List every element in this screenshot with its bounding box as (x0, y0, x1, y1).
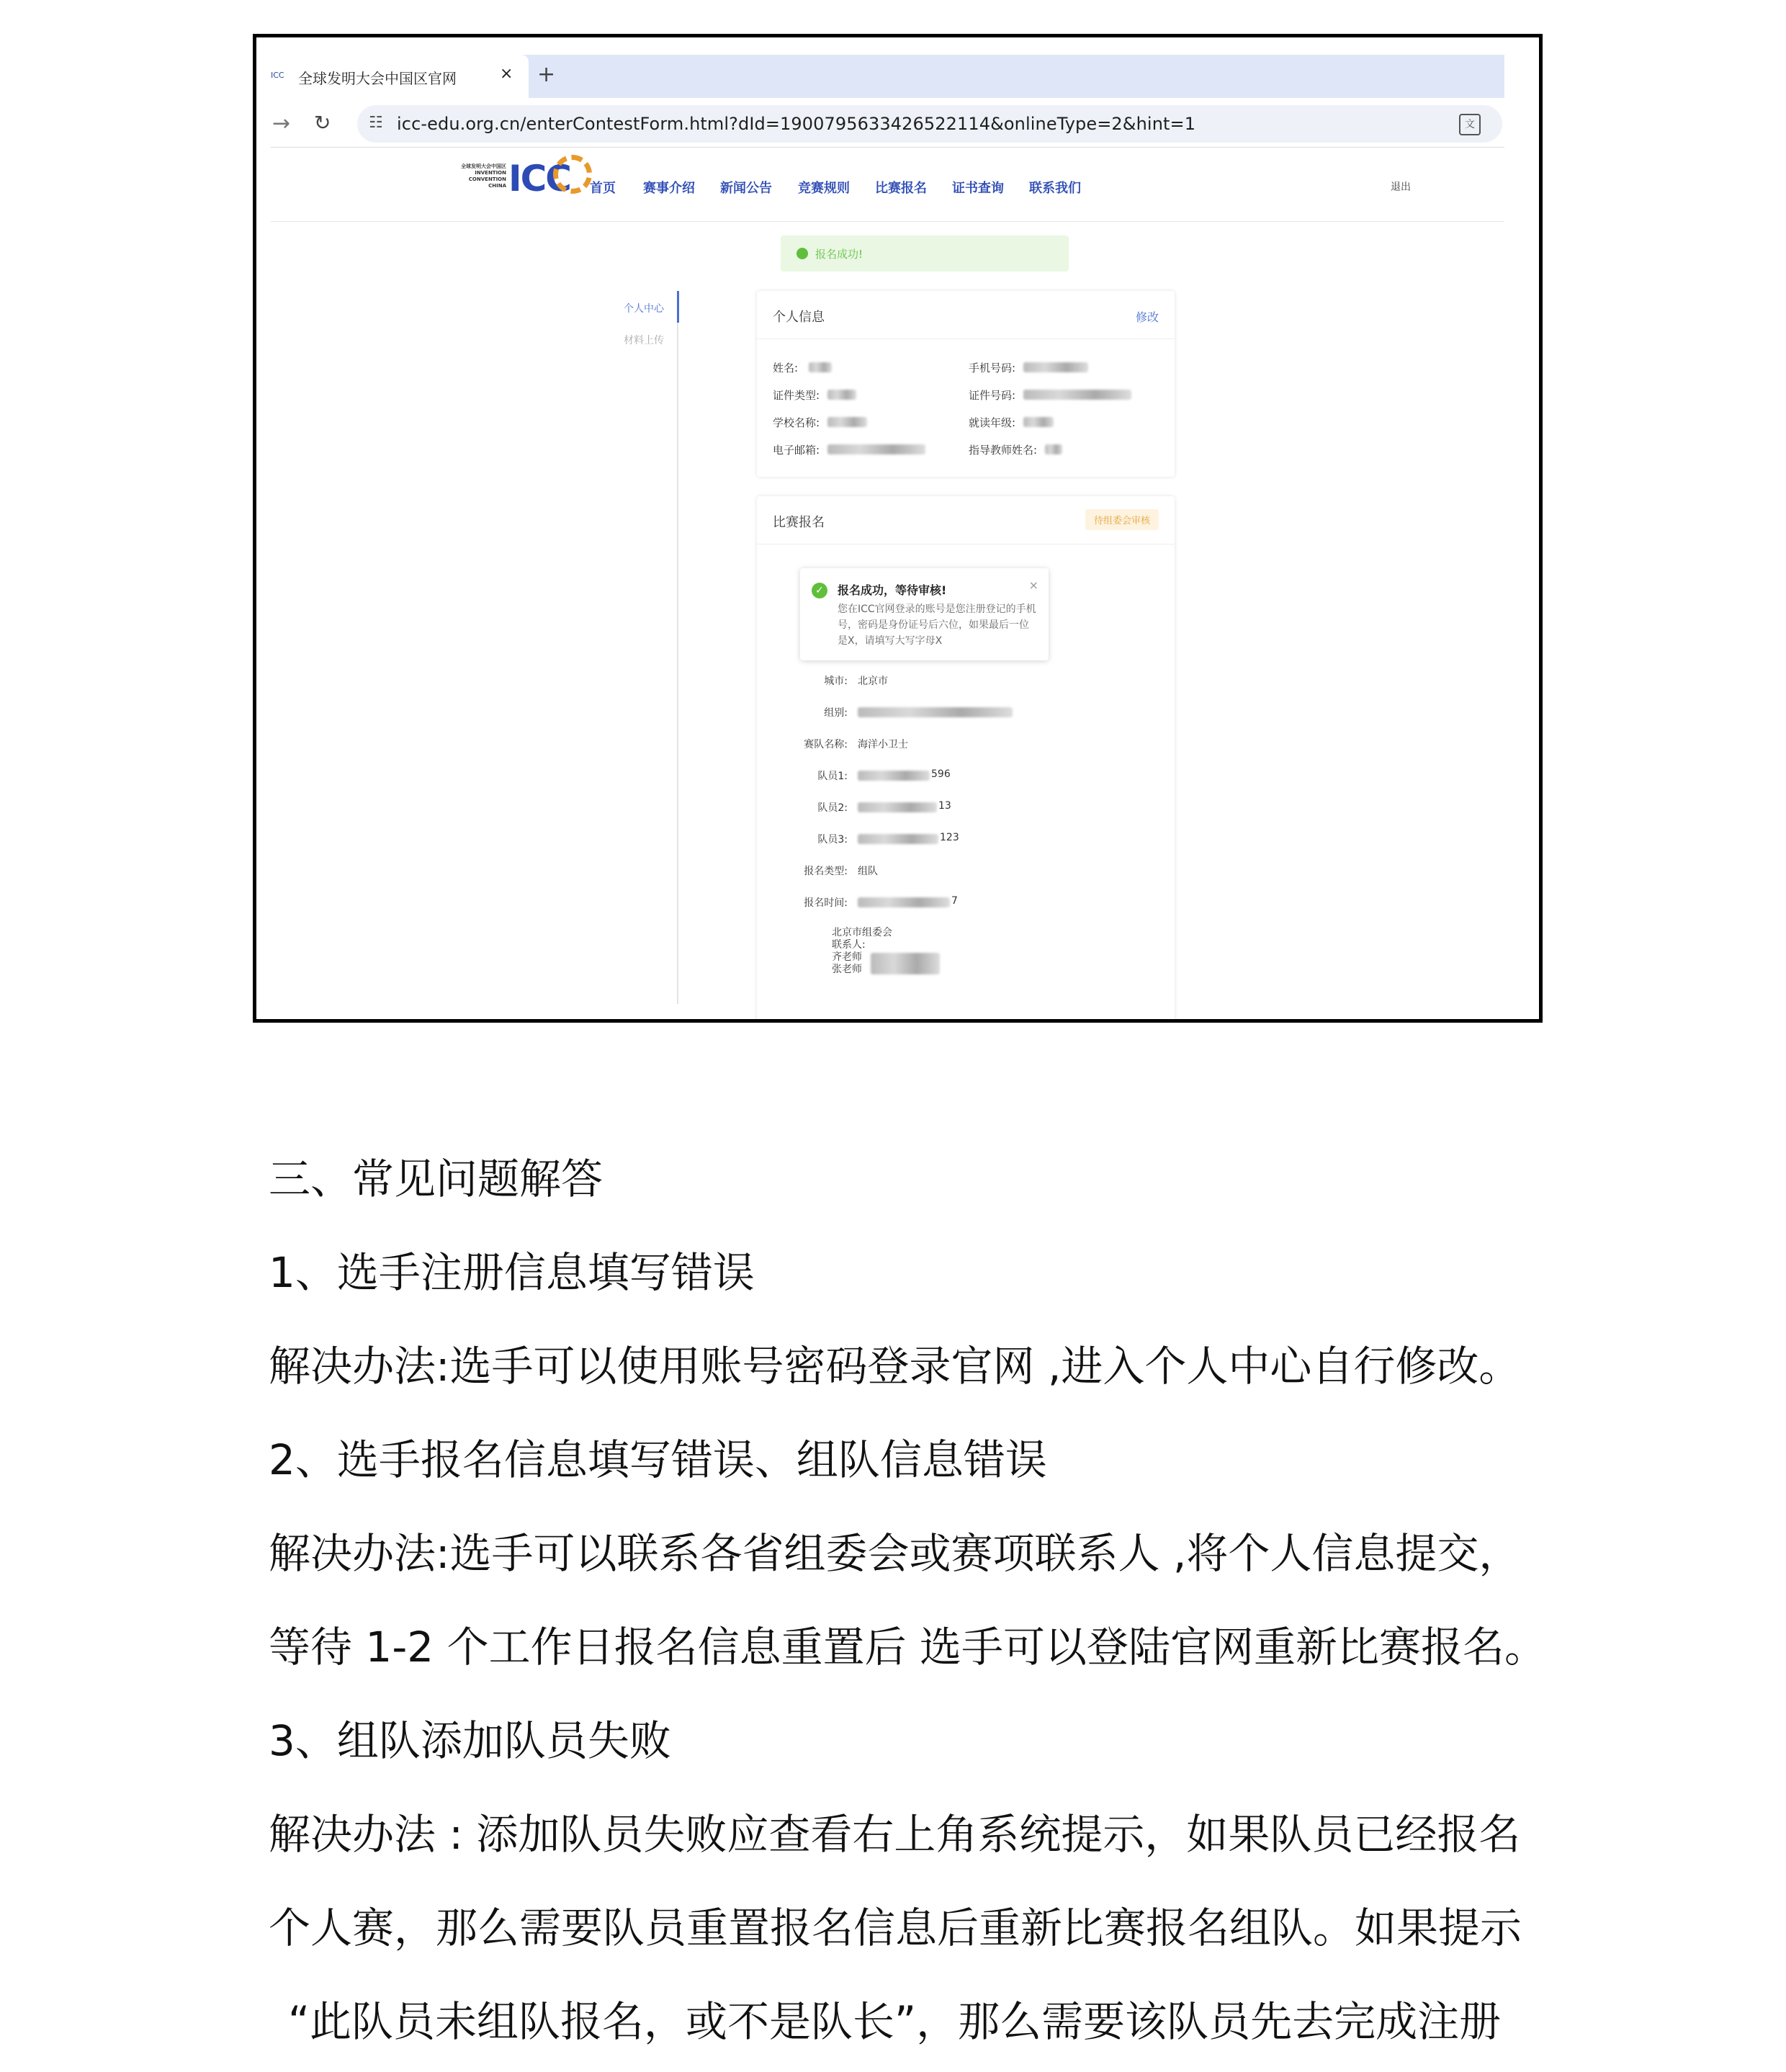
logout-link[interactable]: 退出 (1391, 181, 1411, 193)
reg-label-group: 组别: (824, 707, 848, 719)
notification-popup (800, 568, 1049, 660)
nav-contact[interactable]: 联系我们 (1029, 181, 1081, 196)
registration-title: 比赛报名 (773, 515, 825, 530)
reg-label-member-2: 队员2: (817, 802, 848, 814)
field-label-phone: 手机号码: (969, 362, 1016, 375)
personal-info-title: 个人信息 (773, 310, 825, 325)
field-label-school: 学校名称: (773, 416, 820, 429)
edit-link[interactable]: 修改 (1135, 310, 1159, 324)
reload-icon[interactable]: ↻ (314, 111, 331, 135)
nav-register[interactable]: 比赛报名 (875, 181, 927, 196)
reg-label-member-3: 队员3: (817, 834, 848, 846)
status-badge: 待组委会审核 (1085, 509, 1159, 530)
section-heading: 三、常见问题解答 (269, 1154, 603, 1203)
site-logo[interactable]: ICC (508, 158, 570, 199)
faq-answer-3-line-3: “此队员未组队报名，或不是队长”，那么需要该队员先去完成注册 (288, 1997, 1502, 2046)
nav-intro[interactable]: 赛事介绍 (643, 181, 695, 196)
sidebar-item-material-upload[interactable]: 材料上传 (624, 335, 664, 346)
new-tab-button[interactable]: + (537, 62, 556, 87)
personal-info-card (757, 291, 1175, 477)
reg-value-team-name: 海洋小卫士 (858, 739, 908, 750)
registration-header (757, 496, 1175, 544)
redacted-value (858, 802, 937, 812)
forward-arrow-icon[interactable]: → (272, 111, 291, 136)
sidebar-item-personal-center[interactable]: 个人中心 (624, 303, 664, 315)
reg-value-member-3: 123 (940, 832, 959, 843)
field-label-email: 电子邮箱: (773, 444, 820, 457)
reg-label-time: 报名时间: (804, 897, 848, 909)
field-label-grade: 就读年级: (969, 416, 1016, 429)
close-tab-icon[interactable]: × (500, 65, 513, 83)
redacted-value (1023, 390, 1131, 400)
success-alert (781, 236, 1069, 272)
redacted-value (1023, 362, 1088, 372)
browser-tab-bar (271, 55, 1504, 98)
field-label-name: 姓名: (773, 362, 799, 375)
reg-value-member-1: 596 (931, 768, 951, 780)
faq-answer-3-line-2: 个人赛，那么需要队员重置报名信息后重新比赛报名组队。如果提示 (269, 1903, 1522, 1952)
redacted-value (858, 897, 950, 907)
tab-title: 全球发明大会中国区官网 (298, 70, 457, 87)
notification-title: 报名成功，等待审核! (838, 583, 947, 597)
success-alert-text: 报名成功! (815, 248, 863, 261)
faq-answer-2-line-1: 解决办法:选手可以联系各省组委会或赛项联系人 ,将个人信息提交， (269, 1529, 1521, 1578)
success-check-icon: ✓ (812, 583, 827, 598)
reg-label-member-1: 队员1: (817, 771, 848, 782)
sidebar-active-indicator (677, 291, 679, 323)
faq-answer-1: 解决办法:选手可以使用账号密码登录官网 ,进入个人中心自行修改。 (269, 1342, 1521, 1391)
redacted-value (1023, 417, 1054, 427)
redacted-value (858, 707, 1013, 717)
site-header (271, 148, 1504, 222)
reg-value-time: 7 (951, 895, 958, 907)
field-label-id-type: 证件类型: (773, 389, 820, 402)
contact-info: 北京市组委会 联系人: 齐老师 张老师 (832, 927, 892, 975)
url-text[interactable]: icc-edu.org.cn/enterContestForm.html?dId=1900795633426522114&onlineType=2&hint=1 (397, 114, 1196, 134)
redacted-value (809, 362, 832, 372)
notification-message: 您在ICC官网登录的账号是您注册登记的手机号，密码是身份证号后六位，如果最后一位是X，请填写大写字母X (838, 604, 1036, 647)
registration-card (757, 496, 1175, 1023)
translate-icon[interactable]: 文 (1459, 114, 1481, 135)
screenshot-frame (253, 34, 1543, 1023)
logo-ring-icon (553, 155, 592, 194)
success-check-icon (796, 248, 808, 259)
reg-label-team-name: 赛队名称: (804, 739, 848, 750)
redacted-value (1045, 444, 1062, 454)
field-label-teacher: 指导教师姓名: (969, 444, 1038, 457)
nav-news[interactable]: 新闻公告 (720, 181, 772, 196)
redacted-value (871, 953, 940, 974)
site-info-icon[interactable]: ☷ (369, 114, 383, 132)
redacted-value (858, 771, 930, 781)
reg-label-city: 城市: (824, 676, 848, 687)
faq-question-3: 3、组队添加队员失败 (269, 1716, 671, 1765)
redacted-value (827, 417, 867, 427)
site-favicon-icon: ICC (271, 71, 284, 80)
browser-tab[interactable] (271, 55, 529, 98)
nav-certificate[interactable]: 证书查询 (952, 181, 1004, 196)
browser-toolbar (271, 102, 1504, 148)
faq-question-1: 1、选手注册信息填写错误 (269, 1248, 755, 1297)
faq-question-2: 2、选手报名信息填写错误、组队信息错误 (269, 1435, 1047, 1484)
faq-answer-3-line-1: 解决办法 : 添加队员失败应查看右上角系统提示，如果队员已经报名 (269, 1810, 1521, 1859)
nav-rules[interactable]: 竞赛规则 (798, 181, 850, 196)
close-notification-icon[interactable]: × (1028, 578, 1038, 592)
redacted-value (827, 390, 856, 400)
personal-info-header (757, 291, 1175, 339)
faq-answer-2-line-2: 等待 1-2 个工作日报名信息重置后 选手可以登陆官网重新比赛报名。 (269, 1623, 1547, 1672)
site-logo-caption: 全球发明大会中国区 INVENTION CONVENTION CHINA (461, 163, 506, 189)
reg-label-type: 报名类型: (804, 866, 848, 877)
reg-value-type: 组队 (858, 866, 878, 877)
nav-home[interactable]: 首页 (590, 181, 616, 196)
redacted-value (827, 444, 925, 454)
sidebar-divider (677, 291, 678, 1004)
reg-value-member-2: 13 (938, 800, 951, 812)
reg-value-city: 北京市 (858, 676, 888, 687)
address-bar[interactable] (357, 105, 1502, 143)
redacted-value (858, 834, 938, 844)
field-label-id-number: 证件号码: (969, 389, 1016, 402)
